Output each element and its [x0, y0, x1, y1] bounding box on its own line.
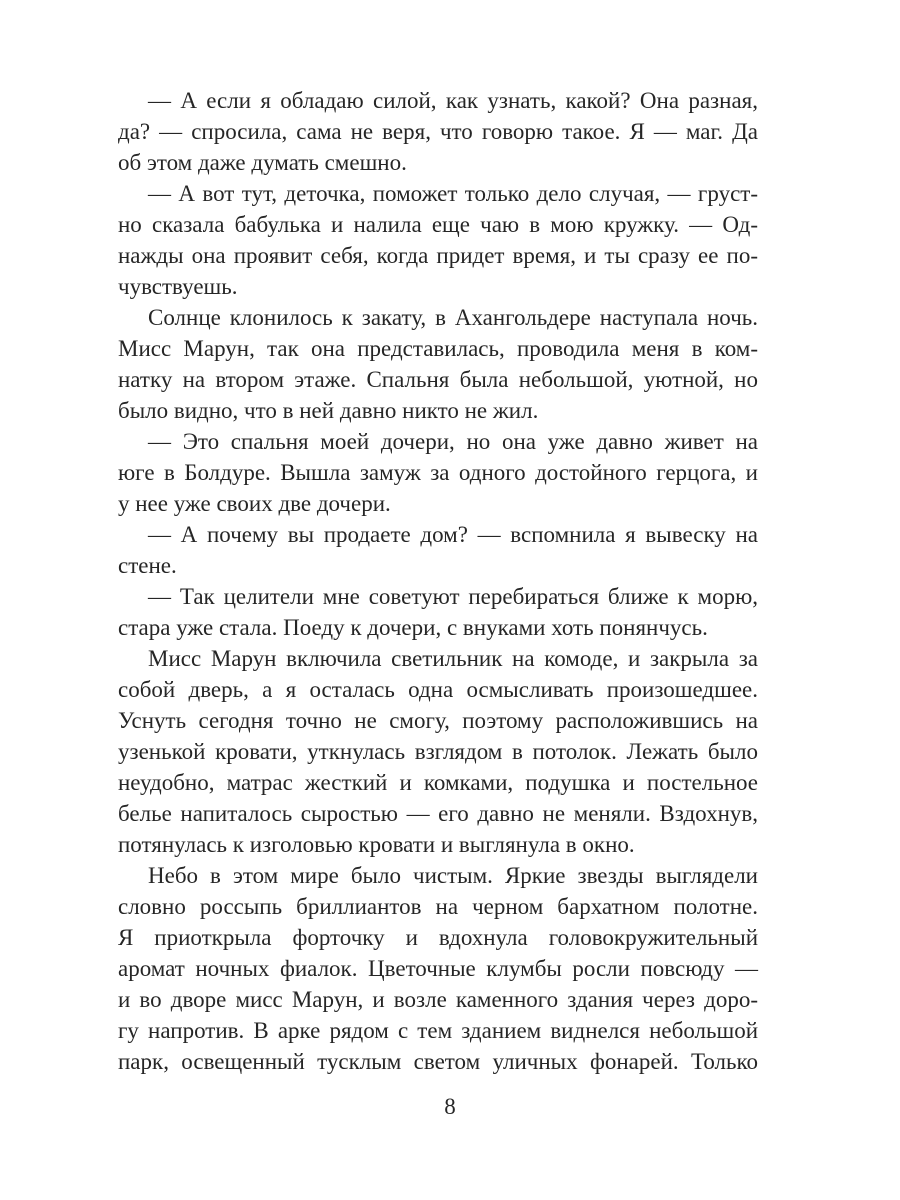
text-line: парк, освещенный тусклым светом уличных фонарей. Только: [118, 1049, 758, 1074]
text-line: потянулась к изголовью кровати и выглянула в окно.: [118, 832, 635, 857]
text-line: Я приоткрыла форточку и вдохнула головокружительный: [118, 925, 758, 950]
text-line: и во дворе мисс Марун, и возле каменного здания через доро-: [118, 987, 758, 1012]
text-line: натку на втором этаже. Спальня была небольшой, уютной, но: [118, 367, 758, 392]
text-line: Солнце клонилось к закату, в Ахангольдере наступала ночь.: [148, 305, 758, 330]
text-line: словно россыпь бриллиантов на черном бархатном полотне.: [118, 894, 758, 919]
text-line: собой дверь, а я осталась одна осмысливать произошедшее.: [118, 677, 758, 702]
text-line: узенькой кровати, уткнулась взглядом в потолок. Лежать было: [118, 739, 758, 764]
text-line: об этом даже думать смешно.: [118, 150, 407, 175]
text-line: юге в Болдуре. Вышла замуж за одного достойного герцога, и: [118, 460, 758, 485]
text-line: стене.: [118, 553, 177, 578]
text-line: Мисс Марун, так она представилась, проводила меня в ком-: [118, 336, 758, 361]
page-number: 8: [444, 1094, 456, 1119]
text-line: но сказала бабулька и налила еще чаю в мою кружку. — Од-: [118, 212, 758, 237]
text-line: стара уже стала. Поеду к дочери, с внуками хоть понянчусь.: [118, 615, 708, 640]
text-line: у нее уже своих две дочери.: [118, 491, 391, 516]
text-line: белье напиталось сыростью — его давно не меняли. Вздохнув,: [118, 801, 758, 826]
text-line: — А если я обладаю силой, как узнать, какой? Она разная,: [148, 88, 758, 113]
text-line: Уснуть сегодня точно не смогу, поэтому расположившись на: [118, 708, 758, 733]
text-line: было видно, что в ней давно никто не жил.: [118, 398, 539, 423]
text-line: аромат ночных фиалок. Цветочные клумбы росли повсюду —: [118, 956, 758, 981]
text-line: — Так целители мне советуют перебираться ближе к морю,: [148, 584, 758, 609]
text-line: Небо в этом мире было чистым. Яркие звезды выглядели: [148, 863, 758, 888]
text-line: чувствуешь.: [118, 274, 238, 299]
text-line: Мисс Марун включила светильник на комоде, и закрыла за: [148, 646, 758, 671]
text-line: неудобно, матрас жесткий и комками, подушка и постельное: [118, 770, 758, 795]
text-line: — А почему вы продаете дом? — вспомнила я вывеску на: [148, 522, 758, 547]
text-line: — Это спальня моей дочери, но она уже давно живет на: [148, 429, 758, 454]
text-line: — А вот тут, деточка, поможет только дело случая, — груст-: [148, 181, 758, 206]
text-line: гу напротив. В арке рядом с тем зданием виднелся небольшой: [118, 1018, 758, 1043]
text-line: нажды она проявит себя, когда придет время, и ты сразу ее по-: [118, 243, 758, 268]
text-line: да? — спросила, сама не веря, что говорю такое. Я — маг. Да: [118, 119, 758, 144]
